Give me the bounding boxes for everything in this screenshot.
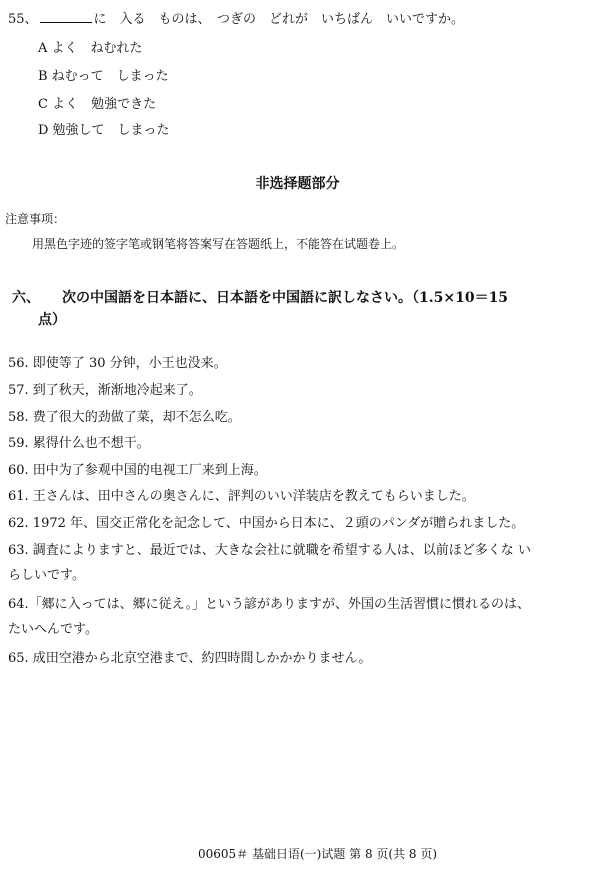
section-6-number: 六、	[12, 290, 40, 306]
question-text: に 入る ものは、 つぎの どれが いちばん いいですか。	[93, 12, 465, 27]
question-57: 57. 到了秋天，渐渐地冷起来了。	[8, 383, 202, 398]
question-55	[8, 10, 464, 29]
notice-text: 用黑色字迹的签字笔或钢笔将答案写在答题纸上，不能答在试题卷上。	[32, 237, 405, 251]
option-b: B ねむって しまった	[38, 69, 169, 84]
question-59: 59. 累得什么也不想干。	[8, 436, 150, 451]
question-63: 63. 調査によりますと、最近では、大きな会社に就職を希望する人は、以前ほど多くな い	[8, 543, 531, 558]
question-62: 62. 1972 年、国交正常化を記念して、中国から日本に、２頭のパンダが贈られました。	[8, 516, 525, 531]
question-58: 58. 费了很大的劲做了菜，却不怎么吃。	[8, 410, 241, 425]
question-61: 61. 王さんは、田中さんの奥さんに、評判のいい洋装店を教えてもらいました。	[8, 489, 475, 504]
answer-blank	[40, 10, 92, 23]
option-a: A よく ねむれた	[38, 41, 143, 56]
section-6-title: 次の中国語を日本語に、日本語を中国語に訳しなさい。（1.5×10＝15	[62, 290, 509, 306]
section-6-title-continued: 点）	[38, 312, 66, 328]
question-63-continued: らしいです。	[8, 568, 85, 583]
question-64: 64.「郷に入っては、郷に従え。」という諺がありますが、外国の生活習慣に慣れるのは、	[8, 597, 530, 612]
question-64-continued: たいへんです。	[8, 622, 98, 637]
question-number: 55、	[8, 12, 38, 27]
question-60: 60. 田中为了参观中国的电视工厂来到上海。	[8, 463, 267, 478]
option-c: C よく 勉強できた	[38, 97, 157, 112]
page-footer: 00605＃ 基础日语(一)试题 第 8 页(共 8 页)	[198, 847, 438, 861]
section-heading: 非选择题部分	[255, 176, 340, 192]
option-d: D 勉強して しまった	[38, 123, 170, 138]
notice-title: 注意事项：	[5, 212, 66, 226]
question-65: 65. 成田空港から北京空港まで、約四時間しかかかりません。	[8, 651, 372, 666]
question-56: 56. 即使等了 30 分钟，小王也没来。	[8, 356, 227, 371]
